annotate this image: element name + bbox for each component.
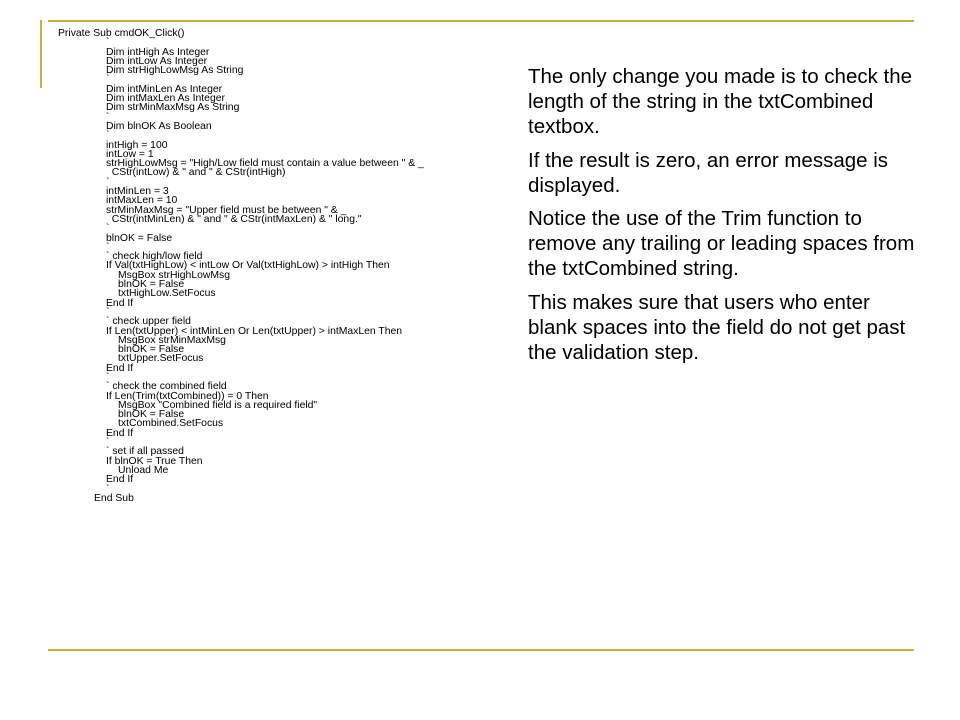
- code-line: End If: [106, 362, 134, 374]
- explanation-paragraph: If the result is zero, an error message is displayed.: [528, 148, 889, 197]
- code-line: `: [106, 483, 110, 495]
- code-line: If blnOK = True Then: [106, 455, 203, 467]
- code-line: ` check the combined field: [106, 381, 227, 393]
- code-line: `: [106, 130, 110, 142]
- code-line: txtUpper.SetFocus: [118, 353, 204, 365]
- code-line: End If: [106, 297, 134, 309]
- code-line: If Val(txtHighLow) < intLow Or Val(txtHighLow) > intHigh Then: [106, 260, 390, 272]
- code-line: txtHighLow.SetFocus: [118, 288, 216, 300]
- code-line: blnOK = False: [118, 279, 185, 291]
- code-line: blnOK = False: [118, 409, 185, 421]
- code-line: `: [106, 223, 110, 235]
- code-line: Dim intHigh As Integer: [106, 46, 210, 58]
- slide-left-rule: [40, 20, 42, 88]
- explanation-text: [528, 64, 918, 373]
- code-line: Private Sub cmdOK_Click(): [58, 28, 185, 39]
- code-line: If Len(Trim(txtCombined)) = 0 Then: [106, 390, 269, 402]
- code-line: MsgBox strHighLowMsg: [118, 269, 231, 281]
- code-line: MsgBox strMinMaxMsg: [118, 334, 226, 346]
- code-line: ` check high/low field: [106, 251, 203, 263]
- code-line: End If: [106, 427, 134, 439]
- slide-top-rule: [48, 20, 914, 22]
- code-line: `: [106, 111, 110, 123]
- code-line: If Len(txtUpper) < intMinLen Or Len(txtUpper) > intMaxLen Then: [106, 325, 403, 337]
- code-line: Dim intLow As Integer: [106, 55, 208, 67]
- code-line: blnOK = False: [118, 344, 185, 356]
- code-line: `: [106, 437, 110, 449]
- code-line: txtCombined.SetFocus: [118, 418, 224, 430]
- code-line: intMaxLen = 10: [106, 195, 178, 207]
- explanation-paragraph: The only change you made is to check the length of the string in the txtCombined textbox.: [528, 65, 913, 139]
- code-line: Dim strHighLowMsg As String: [106, 65, 244, 77]
- code-line: `: [106, 241, 110, 253]
- code-line: strMinMaxMsg = "Upper field must be between " & _: [106, 204, 347, 216]
- code-line: strHighLowMsg = "High/Low field must contain a value between " & _: [106, 158, 424, 170]
- code-line: `: [106, 176, 110, 188]
- slide-bottom-rule: [48, 649, 914, 651]
- explanation-paragraph: Notice the use of the Trim function to remove any trailing or leading spaces from the txtCombined string.: [528, 207, 915, 281]
- explanation-paragraph: This makes sure that users who enter blank spaces into the field do not get past the validation step.: [528, 290, 906, 365]
- code-line: MsgBox "Combined field is a required field": [118, 399, 318, 411]
- code-listing: [58, 29, 498, 503]
- code-line: intHigh = 100: [106, 139, 168, 151]
- code-line: `: [106, 306, 110, 318]
- code-line: ` set if all passed: [106, 446, 184, 458]
- code-line: End Sub: [94, 492, 134, 504]
- code-line: Unload Me: [118, 464, 169, 476]
- code-line: CStr(intMinLen) & " and " & CStr(intMaxLen) & " long.": [106, 213, 362, 225]
- code-line: Dim blnOK As Boolean: [106, 120, 212, 132]
- code-line: `: [106, 74, 110, 86]
- code-line: blnOK = False: [106, 232, 173, 244]
- code-line: ` check upper field: [106, 316, 191, 328]
- code-line: intMinLen = 3: [106, 186, 169, 198]
- code-line: CStr(intLow) & " and " & CStr(intHigh): [106, 167, 286, 179]
- code-line: End If: [106, 474, 134, 486]
- code-line: Dim strMinMaxMsg As String: [106, 102, 240, 114]
- code-line: intLow = 1: [106, 148, 154, 160]
- code-line: Dim intMinLen As Integer: [106, 83, 223, 95]
- code-line: Dim intMaxLen As Integer: [106, 93, 225, 105]
- code-line: `: [106, 371, 110, 383]
- code-line: `: [106, 37, 110, 49]
